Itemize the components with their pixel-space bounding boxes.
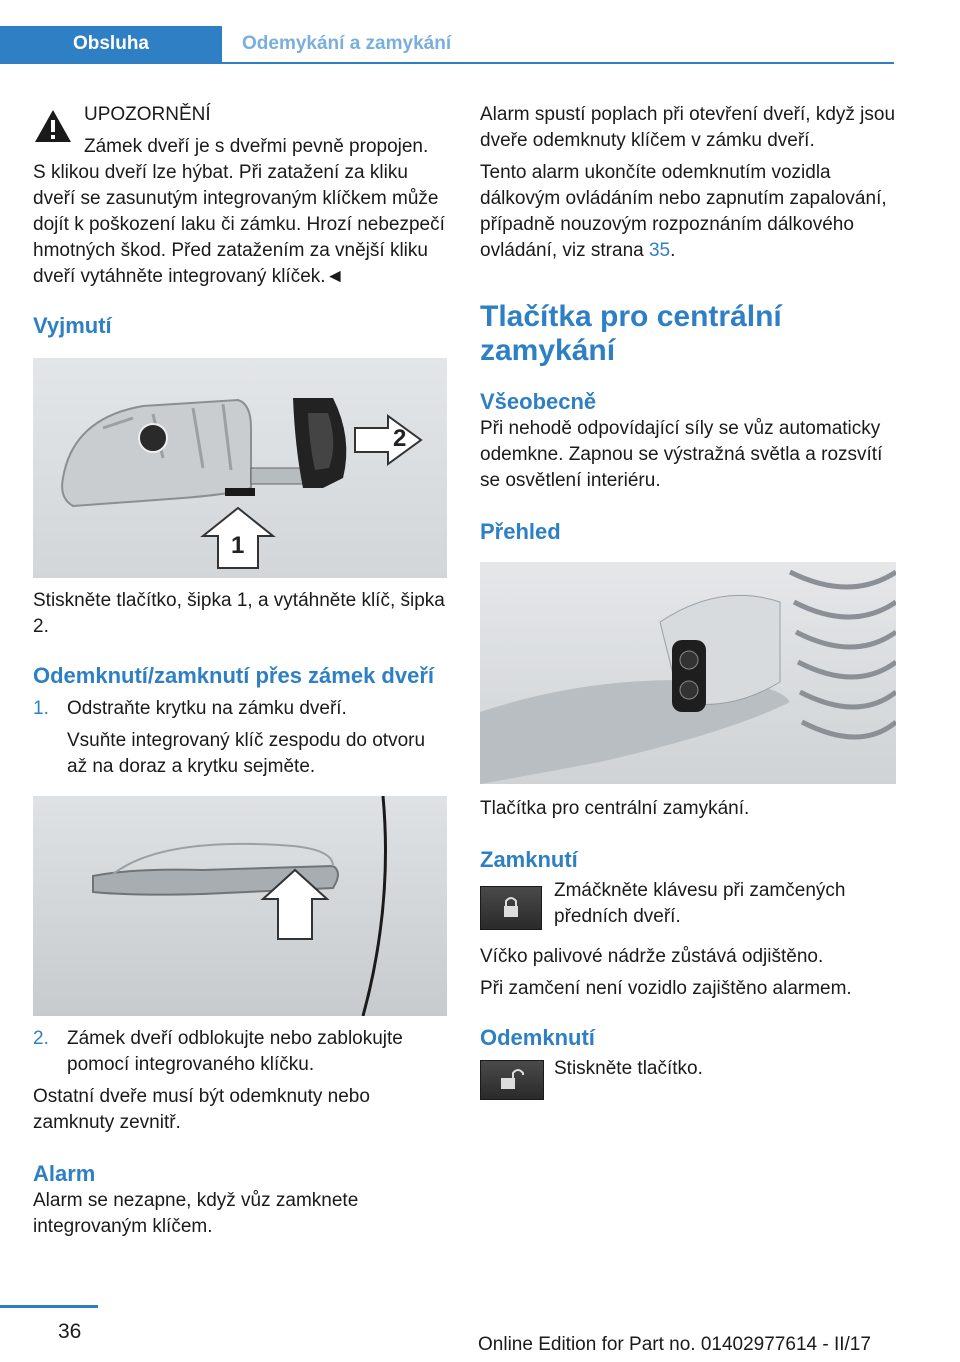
heading-odemknuti: Odemknutí [480, 1025, 595, 1050]
warning-title: UPOZORNĚNÍ [84, 104, 211, 125]
step-2-text: Zámek dveří odblokujte nebo zablokujte pomocí integrovaného klíčku. [67, 1028, 403, 1075]
alarm-stop-suffix: . [670, 240, 676, 261]
vseobecne-text: Při nehodě odpovídající síly se vůz automaticky odemkne. Zapnou se výstražná světla a rozsvítí se osvětlení interiéru. [480, 418, 883, 491]
heading-central-locking: Tlačítka pro centrální zamykání [480, 300, 782, 367]
list-item-step-2 [33, 1026, 447, 1078]
heading-door-lock: Odemknutí/zamknutí přes zámek dveří [33, 663, 435, 688]
unlock-button-icon [480, 1060, 544, 1100]
panel-caption: Tlačítka pro centrální zamykání. [480, 798, 750, 819]
warning-box [33, 102, 447, 290]
lock-instruction-text: Zmáčkněte klávesu při zamčených předních dveří. [554, 880, 846, 927]
section-tab-odemykani[interactable]: Odemykání a zamykání [242, 33, 452, 54]
heading-prehled: Přehled [480, 519, 561, 544]
step-1-sub: Vsuňte integrovaný klíč zespodu do otvoru až na doraz a krytku sejměte. [67, 730, 426, 777]
alarm-stop-prefix: Tento alarm ukončíte odemknutím vozidla dálkovým ovládáním nebo zapnutím zapalování, případně nouzovým rozpoznáním dálkového ovládání, viz strana [480, 162, 887, 261]
no-alarm-text: Při zamčení není vozidlo zajištěno alarmem. [480, 978, 852, 999]
heading-vyjmuti: Vyjmutí [33, 313, 112, 338]
right-column [480, 102, 896, 1108]
warning-text-2: S klikou dveří lze hýbat. Při zatažení za kliku dveří se zasunutým integrovaným klíčkem může dojít k poškození laku či zámku. Hrozí nebezpečí hmotných škod. Před zatažením za vnější kliku dveří vytáhněte integrovaný klíček.◄ [33, 162, 445, 287]
alarm-trigger-text: Alarm spustí poplach při otevření dveří, když jsou dveře odemknuty klíčem v zámku dveří. [480, 104, 896, 151]
page-link-35[interactable]: 35 [648, 240, 671, 261]
unlock-instruction [480, 1056, 896, 1108]
lock-instruction [480, 878, 896, 930]
other-doors-text: Ostatní dveře musí být odemknuty nebo zamknuty zevnitř. [33, 1086, 370, 1133]
left-column [33, 102, 447, 1240]
unlock-instruction-text: Stiskněte tlačítko. [554, 1058, 703, 1079]
key-caption: Stiskněte tlačítko, šipka 1, a vytáhněte klíč, šipka 2. [33, 590, 445, 637]
door-handle-photo [33, 796, 447, 1016]
warning-triangle-icon [33, 108, 73, 144]
list-item-step-1 [33, 696, 447, 780]
heading-zamknuti: Zamknutí [480, 847, 578, 872]
heading-alarm: Alarm [33, 1161, 96, 1186]
central-lock-panel-photo [480, 562, 896, 784]
alarm-text: Alarm se nezapne, když vůz zamknete integrovaným klíčem. [33, 1190, 359, 1237]
arrow-label-1: 1 [231, 532, 245, 559]
arrow-label-2: 2 [393, 425, 407, 452]
warning-text-1: Zámek dveří je s dveřmi pevně propojen. [84, 136, 429, 157]
key-removal-photo [33, 358, 447, 578]
footer-rule [0, 1305, 98, 1308]
alarm-stop-text [480, 160, 896, 264]
page-number: 36 [58, 1320, 82, 1343]
step-1-text: Odstraňte krytku na zámku dveří. [67, 698, 347, 719]
heading-vseobecne: Všeobecně [480, 389, 597, 414]
fuel-flap-text: Víčko palivové nádrže zůstává odjištěno. [480, 946, 824, 967]
step-number: 2. [33, 1028, 49, 1049]
edition-text: Online Edition for Part no. 01402977614 - II/17 [478, 1334, 871, 1355]
lock-button-icon [480, 886, 542, 930]
page-header [0, 26, 894, 64]
section-tab-obsluha[interactable]: Obsluha [0, 26, 222, 62]
step-number: 1. [33, 698, 49, 719]
